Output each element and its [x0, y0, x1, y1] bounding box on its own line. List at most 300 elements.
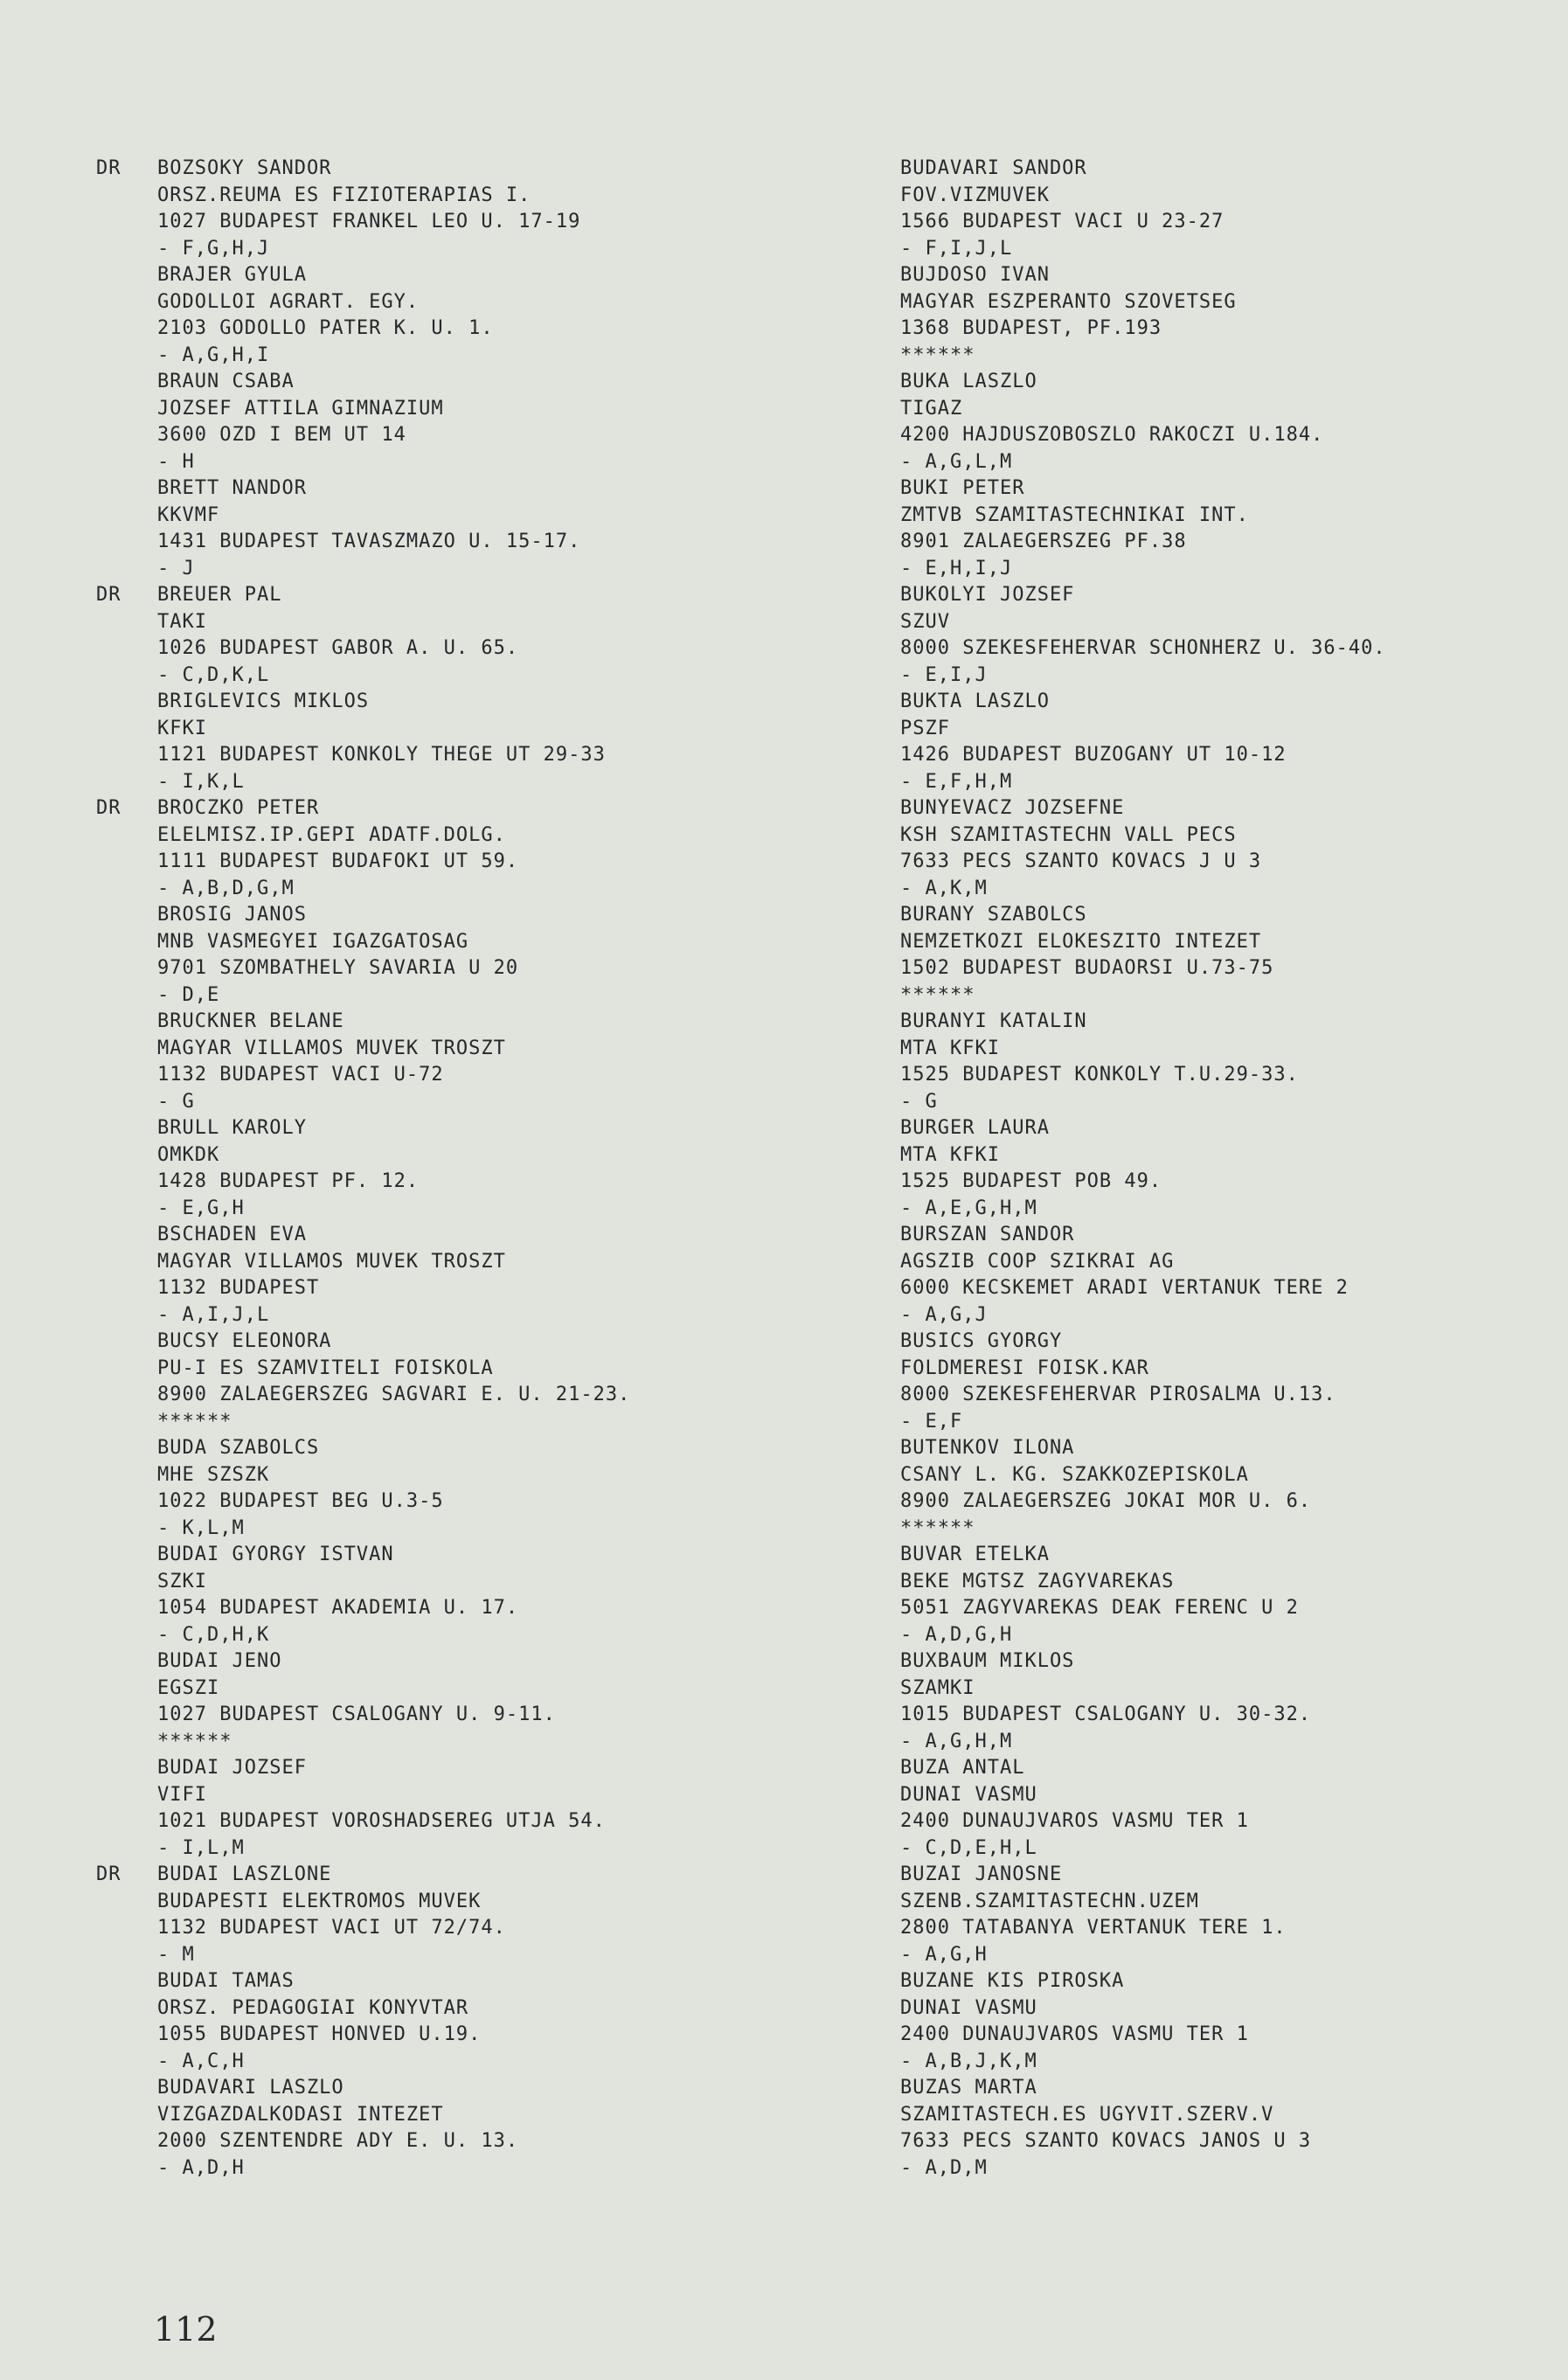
entry-text: AGSZIB COOP SZIKRAI AG: [900, 1250, 1175, 1273]
right-column-line: [900, 1942, 1568, 1969]
entry-text: BRETT NANDOR: [157, 477, 307, 499]
entry-text: BROSIG JANOS: [157, 904, 307, 926]
entry-text: 9701 SZOMBATHELY SAVARIA U 20: [157, 957, 519, 979]
left-column-line: [96, 316, 813, 343]
entry-text: DUNAI VASMU: [900, 1996, 1037, 2019]
right-column-line: [900, 1622, 1568, 1649]
entry-text: 1525 BUDAPEST POB 49.: [900, 1170, 1162, 1192]
left-column-line: [96, 2102, 813, 2129]
right-column-line: [900, 2075, 1568, 2102]
right-column-line: [900, 742, 1568, 769]
right-column-line: [900, 1915, 1568, 1942]
right-column-line: [900, 1995, 1568, 2023]
entry-text: MAGYAR VILLAMOS MUVEK TROSZT: [157, 1250, 506, 1273]
entry-text: - G: [900, 1090, 938, 1113]
left-column-line: [96, 1835, 813, 1863]
right-column-line: [900, 955, 1568, 982]
entry-text: BURANYI KATALIN: [900, 1010, 1087, 1032]
left-column-line: [96, 183, 813, 210]
right-column-line: [900, 1356, 1568, 1383]
right-column-line: [900, 2102, 1568, 2129]
entry-text: SZUV: [900, 610, 950, 633]
right-column-line: [900, 529, 1568, 556]
right-column-line: [900, 663, 1568, 690]
entry-text: OMKDK: [157, 1143, 220, 1166]
right-column-line: [900, 369, 1568, 396]
left-column-line: [96, 635, 813, 663]
entry-text: ******: [900, 1516, 975, 1539]
left-column-line: [96, 1595, 813, 1622]
left-column-line: [96, 1169, 813, 1196]
left-column-line: [96, 2075, 813, 2102]
entry-text: MTA KFKI: [900, 1143, 1000, 1166]
right-column-line: [900, 1169, 1568, 1196]
left-column-line: [96, 1409, 813, 1436]
entry-text: 1525 BUDAPEST KONKOLY T.U.29-33.: [900, 1064, 1299, 1086]
entry-text: BUDAVARI SANDOR: [900, 157, 1087, 179]
entry-text: 8000 SZEKESFEHERVAR SCHONHERZ U. 36-40.: [900, 637, 1386, 659]
left-column-line: [96, 902, 813, 929]
left-column-line: [96, 689, 813, 716]
title-prefix: DR: [96, 584, 121, 606]
right-column-line: [900, 689, 1568, 716]
left-column-line: [96, 209, 813, 236]
entry-text: BUDAI JOZSEF: [157, 1757, 307, 1779]
entry-text: SZENB.SZAMITASTECHN.UZEM: [900, 1890, 1199, 1912]
left-column-line: [96, 1089, 813, 1116]
right-column-line: [900, 1329, 1568, 1356]
right-column-line: [900, 1862, 1568, 1889]
entry-text: BRUCKNER BELANE: [157, 1010, 344, 1032]
entry-text: ******: [157, 1410, 232, 1433]
entry-text: BUDAI LASZLONE: [157, 1863, 332, 1885]
entry-text: 1054 BUDAPEST AKADEMIA U. 17.: [157, 1597, 519, 1619]
entry-text: BUKOLYI JOZSEF: [900, 584, 1075, 606]
entry-text: BURSZAN SANDOR: [900, 1224, 1075, 1246]
entry-text: EGSZI: [157, 1676, 220, 1699]
right-column-line: [900, 1569, 1568, 1596]
entry-text: 1021 BUDAPEST VOROSHADSEREG UTJA 54.: [157, 1810, 606, 1832]
left-column-line: [96, 955, 813, 982]
left-column-line: [96, 1488, 813, 1516]
left-column-line: [96, 503, 813, 530]
right-column-line: [900, 582, 1568, 609]
right-column-line: [900, 635, 1568, 663]
right-column-line: [900, 316, 1568, 343]
right-column-line: [900, 1488, 1568, 1516]
left-column-line: [96, 1702, 813, 1729]
left-column-line: [96, 742, 813, 769]
entry-text: BUCSY ELEONORA: [157, 1330, 332, 1352]
entry-text: KSH SZAMITASTECHN VALL PECS: [900, 823, 1237, 846]
left-column-line: [96, 1142, 813, 1169]
entry-text: - C,D,H,K: [157, 1623, 270, 1646]
entry-text: - E,I,J: [900, 663, 988, 686]
entry-text: - A,D,H: [157, 2156, 245, 2179]
left-column-line: [96, 1915, 813, 1942]
right-column-line: [900, 422, 1568, 449]
entry-text: FOV.VIZMUVEK: [900, 184, 1050, 206]
left-column-line: [96, 1009, 813, 1036]
left-column-line: [96, 1382, 813, 1409]
left-column-line: [96, 1196, 813, 1223]
entry-text: ORSZ. PEDAGOGIAI KONYVTAR: [157, 1996, 469, 2019]
right-column-line: [900, 902, 1568, 929]
entry-text: - G: [157, 1090, 195, 1113]
right-column-line: [900, 289, 1568, 316]
right-column-line: [900, 1435, 1568, 1462]
entry-text: VIZGAZDALKODASI INTEZET: [157, 2103, 444, 2126]
entry-text: 1431 BUDAPEST TAVASZMAZO U. 15-17.: [157, 531, 581, 552]
entry-text: BUDAPESTI ELEKTROMOS MUVEK: [157, 1890, 482, 1912]
left-column-line: [96, 1222, 813, 1249]
left-column-line: [96, 1462, 813, 1489]
entry-text: 1502 BUDAPEST BUDAORSI U.73-75: [900, 957, 1274, 979]
left-column-line: [96, 2022, 813, 2049]
left-column-line: [96, 1782, 813, 1809]
right-column-line: [900, 1755, 1568, 1782]
entry-text: BOZSOKY SANDOR: [157, 157, 332, 179]
left-column-line: [96, 795, 813, 822]
entry-text: BUKI PETER: [900, 477, 1025, 499]
right-column-line: [900, 475, 1568, 503]
left-column-line: [96, 876, 813, 903]
entry-text: KFKI: [157, 717, 207, 739]
entry-text: 1426 BUDAPEST BUZOGANY UT 10-12: [900, 744, 1287, 766]
entry-text: BUSICS GYORGY: [900, 1330, 1063, 1352]
entry-text: PSZF: [900, 717, 950, 739]
entry-text: BEKE MGTSZ ZAGYVAREKAS: [900, 1570, 1175, 1592]
entry-text: - A,C,H: [157, 2050, 245, 2072]
left-column-line: [96, 769, 813, 796]
entry-text: 8900 ZALAEGERSZEG SAGVARI E. U. 21-23.: [157, 1384, 631, 1405]
entry-text: MNB VASMEGYEI IGAZGATOSAG: [157, 930, 469, 953]
right-column-line: [900, 1968, 1568, 1995]
entry-text: ZMTVB SZAMITASTECHNIKAI INT.: [900, 503, 1249, 526]
right-column-line: [900, 1835, 1568, 1863]
entry-text: - E,F: [900, 1410, 963, 1433]
entry-text: BUZAS MARTA: [900, 2077, 1037, 2099]
entry-text: - E,H,I,J: [900, 557, 1013, 579]
left-column-line: [96, 663, 813, 690]
right-column-line: [900, 1009, 1568, 1036]
entry-text: BSCHADEN EVA: [157, 1224, 307, 1246]
right-column-line: [900, 929, 1568, 956]
left-column-line: [96, 1036, 813, 1063]
entry-text: BUKTA LASZLO: [900, 690, 1050, 712]
entry-text: CSANY L. KG. SZAKKOZEPISKOLA: [900, 1463, 1249, 1486]
entry-text: ELELMISZ.IP.GEPI ADATF.DOLG.: [157, 823, 506, 846]
left-column-line: [96, 369, 813, 396]
entry-text: BURGER LAURA: [900, 1117, 1050, 1139]
entry-text: BRAUN CSABA: [157, 371, 295, 392]
right-column-line: [900, 1382, 1568, 1409]
entry-text: BUJDOSO IVAN: [900, 264, 1050, 286]
left-column-line: [96, 1249, 813, 1276]
entry-text: 1121 BUDAPEST KONKOLY THEGE UT 29-33: [157, 744, 606, 766]
left-column-line: [96, 849, 813, 876]
left-column-line: [96, 1356, 813, 1383]
entry-text: BUTENKOV ILONA: [900, 1437, 1075, 1459]
entry-text: BRULL KAROLY: [157, 1117, 307, 1139]
left-column-line: [96, 1302, 813, 1329]
right-column-line: [900, 1409, 1568, 1436]
page-number: 112: [154, 2310, 218, 2349]
entry-text: 1027 BUDAPEST FRANKEL LEO U. 17-19: [157, 211, 581, 232]
right-column-line: [900, 2128, 1568, 2155]
left-column-line: [96, 1542, 813, 1569]
right-column-line: [900, 609, 1568, 636]
right-column-line: [900, 1648, 1568, 1676]
left-column-line: [96, 1755, 813, 1782]
right-column-line: [900, 849, 1568, 876]
entry-text: BUZA ANTAL: [900, 1757, 1025, 1779]
right-column-line: [900, 1729, 1568, 1756]
right-column-line: [900, 1222, 1568, 1249]
left-column-line: [96, 1275, 813, 1302]
right-column-line: [900, 2022, 1568, 2049]
entry-text: BRIGLEVICS MIKLOS: [157, 690, 370, 712]
entry-text: 1368 BUDAPEST, PF.193: [900, 317, 1162, 339]
right-column-line: [900, 1249, 1568, 1276]
left-column-line: [96, 2049, 813, 2076]
entry-text: - C,D,K,L: [157, 663, 270, 686]
entry-text: - A,G,L,M: [900, 450, 1013, 473]
right-column-line: [900, 396, 1568, 423]
left-column-line: [96, 609, 813, 636]
right-column-line: [900, 1275, 1568, 1302]
right-column-line: [900, 1516, 1568, 1543]
left-column-line: [96, 929, 813, 956]
left-column-line: [96, 1889, 813, 1916]
right-column-line: [900, 1889, 1568, 1916]
entry-text: - H: [157, 450, 195, 473]
entry-text: FOLDMERESI FOISK.KAR: [900, 1357, 1149, 1379]
entry-text: 6000 KECSKEMET ARADI VERTANUK TERE 2: [900, 1277, 1349, 1299]
right-column-line: [900, 1542, 1568, 1569]
left-column-line: [96, 1569, 813, 1596]
right-column-line: [900, 1595, 1568, 1622]
right-column-line: [900, 343, 1568, 370]
entry-text: - E,G,H: [157, 1197, 245, 1219]
left-column-line: [96, 396, 813, 423]
entry-text: PU-I ES SZAMVITELI FOISKOLA: [157, 1357, 494, 1379]
entry-text: SZKI: [157, 1570, 207, 1592]
entry-text: - M: [157, 1943, 195, 1966]
right-column-line: [900, 1462, 1568, 1489]
left-column-line: [96, 2128, 813, 2155]
entry-text: BROCZKO PETER: [157, 797, 320, 819]
right-column: [900, 156, 1568, 2182]
left-column-line: [96, 2155, 813, 2182]
left-column-line: [96, 1676, 813, 1703]
right-column-line: [900, 1036, 1568, 1063]
entry-text: NEMZETKOZI ELOKESZITO INTEZET: [900, 930, 1262, 953]
entry-text: 1428 BUDAPEST PF. 12.: [157, 1170, 420, 1192]
entry-text: - A,K,M: [900, 877, 988, 899]
left-column-line: [96, 982, 813, 1010]
entry-text: 1132 BUDAPEST VACI U-72: [157, 1064, 444, 1086]
entry-text: 1111 BUDAPEST BUDAFOKI UT 59.: [157, 850, 519, 872]
right-column-line: [900, 449, 1568, 476]
entry-text: GODOLLOI AGRART. EGY.: [157, 290, 420, 313]
entry-text: - A,I,J,L: [157, 1303, 270, 1326]
entry-text: BREUER PAL: [157, 584, 282, 606]
entry-text: JOZSEF ATTILA GIMNAZIUM: [157, 397, 444, 420]
right-column-line: [900, 2155, 1568, 2182]
right-column-line: [900, 1808, 1568, 1835]
entry-text: MAGYAR ESZPERANTO SZOVETSEG: [900, 290, 1237, 313]
entry-text: 1132 BUDAPEST VACI UT 72/74.: [157, 1917, 506, 1939]
entry-text: BUZANE KIS PIROSKA: [900, 1970, 1125, 1992]
left-column-line: [96, 475, 813, 503]
entry-text: BURANY SZABOLCS: [900, 904, 1087, 926]
entry-text: - A,E,G,H,M: [900, 1197, 1037, 1219]
right-column-line: [900, 262, 1568, 289]
entry-text: SZAMKI: [900, 1676, 975, 1699]
left-column-line: [96, 1995, 813, 2023]
left-column-line: [96, 289, 813, 316]
left-column-line: [96, 1622, 813, 1649]
entry-text: 8900 ZALAEGERSZEG JOKAI MOR U. 6.: [900, 1490, 1312, 1512]
entry-text: TIGAZ: [900, 397, 963, 420]
entry-text: - A,D,G,H: [900, 1623, 1013, 1646]
right-column-line: [900, 2049, 1568, 2076]
entry-text: - F,I,J,L: [900, 237, 1013, 260]
left-column-line: [96, 1862, 813, 1889]
entry-text: - A,G,H,I: [157, 343, 270, 366]
entry-text: 1022 BUDAPEST BEG U.3-5: [157, 1490, 444, 1512]
entry-text: MAGYAR VILLAMOS MUVEK TROSZT: [157, 1037, 506, 1059]
left-column-line: [96, 156, 813, 183]
entry-text: ******: [900, 343, 975, 366]
entry-text: - A,B,D,G,M: [157, 877, 295, 899]
right-column-line: [900, 1782, 1568, 1809]
left-column-line: [96, 1435, 813, 1462]
entry-text: KKVMF: [157, 503, 220, 526]
right-column-line: [900, 1142, 1568, 1169]
entry-text: 1132 BUDAPEST: [157, 1277, 320, 1299]
left-column-line: [96, 556, 813, 583]
right-column-line: [900, 156, 1568, 183]
entry-text: - I,L,M: [157, 1836, 245, 1859]
right-column-line: [900, 236, 1568, 263]
right-column-line: [900, 1196, 1568, 1223]
left-column-line: [96, 236, 813, 263]
entry-text: - C,D,E,H,L: [900, 1836, 1037, 1859]
entry-text: - A,G,H,M: [900, 1730, 1013, 1752]
entry-text: 2000 SZENTENDRE ADY E. U. 13.: [157, 2130, 519, 2152]
entry-text: 1055 BUDAPEST HONVED U.19.: [157, 2023, 482, 2045]
entry-text: BUKA LASZLO: [900, 371, 1037, 392]
entry-text: - A,G,H: [900, 1943, 988, 1966]
right-column-line: [900, 822, 1568, 850]
right-column-line: [900, 1089, 1568, 1116]
entry-text: - F,G,H,J: [157, 237, 270, 260]
right-column-line: [900, 1302, 1568, 1329]
entry-text: 2400 DUNAUJVAROS VASMU TER 1: [900, 2023, 1249, 2045]
right-column-line: [900, 209, 1568, 236]
right-column-line: [900, 1702, 1568, 1729]
entry-text: MTA KFKI: [900, 1037, 1000, 1059]
right-column-line: [900, 876, 1568, 903]
right-column-line: [900, 556, 1568, 583]
left-column-line: [96, 262, 813, 289]
left-column: [96, 156, 813, 2182]
entry-text: SZAMITASTECH.ES UGYVIT.SZERV.V: [900, 2103, 1274, 2126]
right-column-line: [900, 1676, 1568, 1703]
right-column-line: [900, 183, 1568, 210]
entry-text: 2400 DUNAUJVAROS VASMU TER 1: [900, 1810, 1249, 1832]
entry-text: - A,B,J,K,M: [900, 2050, 1037, 2072]
left-column-line: [96, 422, 813, 449]
left-column-line: [96, 343, 813, 370]
title-prefix: DR: [96, 157, 121, 179]
right-column-line: [900, 769, 1568, 796]
entry-text: ORSZ.REUMA ES FIZIOTERAPIAS I.: [157, 184, 531, 206]
left-column-line: [96, 1729, 813, 1756]
entry-text: - A,G,J: [900, 1303, 988, 1326]
left-column-line: [96, 1329, 813, 1356]
right-column-line: [900, 1115, 1568, 1142]
left-column-line: [96, 822, 813, 850]
entry-text: - A,D,M: [900, 2156, 988, 2179]
left-column-line: [96, 1968, 813, 1995]
title-prefix: DR: [96, 1863, 121, 1885]
entry-text: TAKI: [157, 610, 207, 633]
entry-text: DUNAI VASMU: [900, 1783, 1037, 1806]
entry-text: BUDAI JENO: [157, 1650, 282, 1672]
entry-text: 8901 ZALAEGERSZEG PF.38: [900, 531, 1187, 552]
left-column-line: [96, 582, 813, 609]
entry-text: - D,E: [157, 983, 220, 1006]
entry-text: BUZAI JANOSNE: [900, 1863, 1063, 1885]
right-column-line: [900, 1062, 1568, 1089]
entry-text: 2800 TATABANYA VERTANUK TERE 1.: [900, 1917, 1287, 1939]
entry-text: - J: [157, 557, 195, 579]
title-prefix: DR: [96, 797, 121, 819]
entry-text: - K,L,M: [157, 1516, 245, 1539]
entry-text: 3600 OZD I BEM UT 14: [157, 424, 406, 446]
entry-text: 1015 BUDAPEST CSALOGANY U. 30-32.: [900, 1703, 1312, 1725]
right-column-line: [900, 503, 1568, 530]
left-column-line: [96, 1942, 813, 1969]
right-column-line: [900, 982, 1568, 1010]
entry-text: ******: [900, 983, 975, 1006]
left-column-line: [96, 1648, 813, 1676]
entry-text: 1026 BUDAPEST GABOR A. U. 65.: [157, 637, 519, 659]
entry-text: 7633 PECS SZANTO KOVACS J U 3: [900, 850, 1262, 872]
entry-text: 4200 HAJDUSZOBOSZLO RAKOCZI U.184.: [900, 424, 1324, 446]
left-column-line: [96, 449, 813, 476]
entry-text: BUDA SZABOLCS: [157, 1437, 320, 1459]
left-column-line: [96, 716, 813, 743]
left-column-line: [96, 1062, 813, 1089]
entry-text: 2103 GODOLLO PATER K. U. 1.: [157, 317, 494, 339]
entry-text: 8000 SZEKESFEHERVAR PIROSALMA U.13.: [900, 1384, 1336, 1405]
entry-text: VIFI: [157, 1783, 207, 1806]
entry-text: BUDAI TAMAS: [157, 1970, 295, 1992]
entry-text: BUNYEVACZ JOZSEFNE: [900, 797, 1125, 819]
entry-text: MHE SZSZK: [157, 1463, 270, 1486]
entry-text: BUDAVARI LASZLO: [157, 2077, 344, 2099]
right-column-line: [900, 716, 1568, 743]
entry-text: 7633 PECS SZANTO KOVACS JANOS U 3: [900, 2130, 1312, 2152]
entry-text: BUDAI GYORGY ISTVAN: [157, 1544, 394, 1565]
entry-text: - I,K,L: [157, 770, 245, 793]
left-column-line: [96, 1516, 813, 1543]
left-column-line: [96, 1808, 813, 1835]
